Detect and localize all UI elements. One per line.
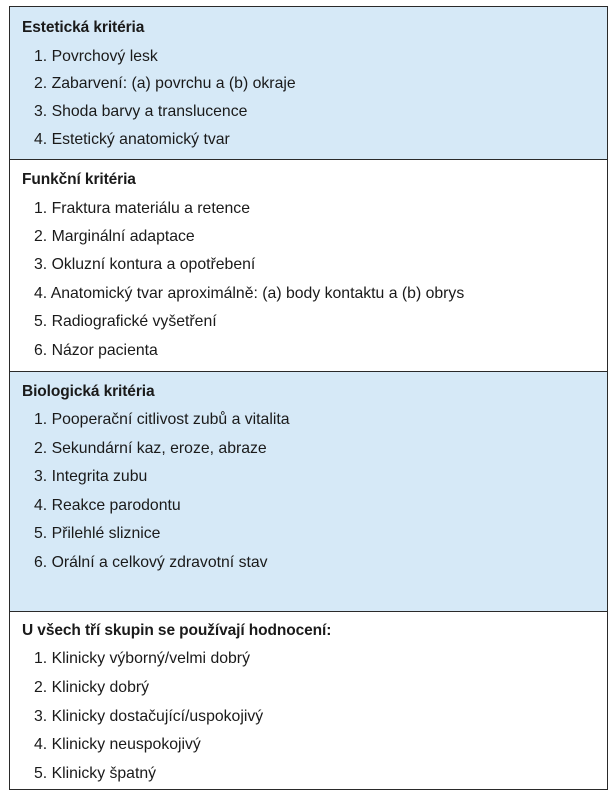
list-item: 5. Přilehlé sliznice	[34, 525, 161, 542]
criteria-table	[9, 6, 608, 790]
list-item: 5. Klinicky špatný	[34, 765, 157, 782]
list-item: 4. Reakce parodontu	[34, 497, 181, 514]
section-heading: Estetická kritéria	[22, 19, 145, 36]
list-item: 6. Názor pacienta	[34, 342, 158, 359]
list-item: 4. Estetický anatomický tvar	[34, 131, 230, 148]
list-item: 3. Okluzní kontura a opotřebení	[34, 256, 256, 273]
section-heading: U všech tří skupin se používají hodnocení:	[22, 622, 332, 639]
list-item: 4. Klinicky neuspokojivý	[34, 736, 201, 753]
list-item: 3. Integrita zubu	[34, 468, 148, 485]
list-item: 1. Povrchový lesk	[34, 48, 158, 65]
list-item: 2. Zabarvení: (a) povrchu a (b) okraje	[34, 75, 296, 92]
section-heading: Funkční kritéria	[22, 171, 136, 188]
section-ratings	[10, 612, 607, 789]
list-item: 2. Klinicky dobrý	[34, 679, 150, 696]
list-item: 4. Anatomický tvar aproximálně: (a) body kontaktu a (b) obrys	[34, 285, 465, 302]
list-item: 1. Pooperační citlivost zubů a vitalita	[34, 411, 290, 428]
section-biological	[10, 372, 607, 612]
list-item: 2. Sekundární kaz, eroze, abraze	[34, 440, 267, 457]
list-item: 6. Orální a celkový zdravotní stav	[34, 554, 268, 571]
list-item: 1. Klinicky výborný/velmi dobrý	[34, 650, 250, 667]
list-item: 2. Marginální adaptace	[34, 228, 195, 245]
list-item: 5. Radiografické vyšetření	[34, 313, 217, 330]
section-heading: Biologická kritéria	[22, 383, 155, 400]
section-aesthetic	[10, 7, 607, 160]
list-item: 3. Klinicky dostačující/uspokojivý	[34, 708, 264, 725]
list-item: 1. Fraktura materiálu a retence	[34, 200, 250, 217]
list-item: 3. Shoda barvy a translucence	[34, 103, 248, 120]
section-functional	[10, 160, 607, 372]
